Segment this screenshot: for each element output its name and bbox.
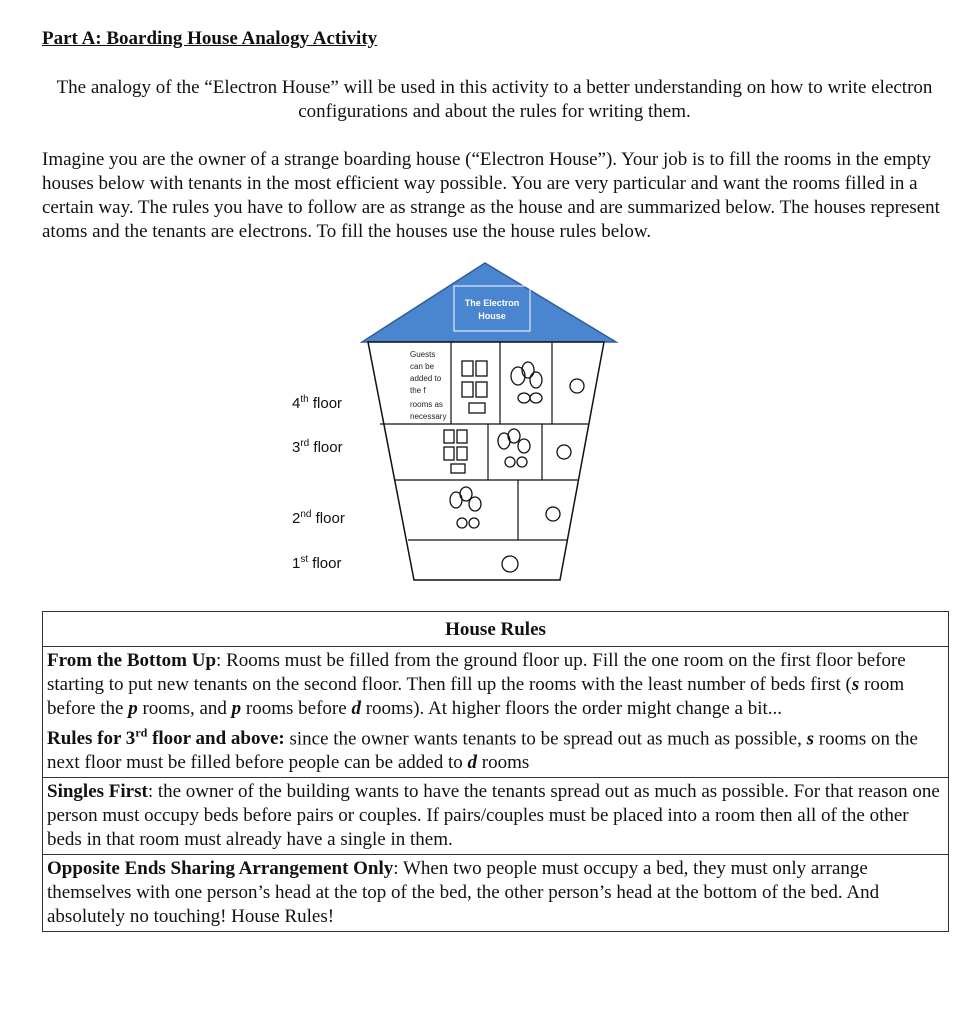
rule-opposite-ends: Opposite Ends Sharing Arrangement Only: When two people must occupy a bed, they must only arrange themselves with one person’s head at the top of the bed, the other person’s head at the bottom of the bed. And absolutely no touching! House Rules! <box>43 855 949 932</box>
rule-singles-first: Singles First: the owner of the building wants to have the tenants spread out as much as possible. For that reason one person must occupy beds before pairs or couples. If pairs/couples must be placed into a room then all of the other beds in that room must already have a single in them. <box>43 778 949 855</box>
roof-sign-line2: House <box>478 311 506 321</box>
svg-text:can be: can be <box>410 362 435 371</box>
svg-text:added to: added to <box>410 374 442 383</box>
svg-text:Guests: Guests <box>410 350 436 359</box>
rule-third-floor-title: Rules for 3rd floor and above: <box>47 726 285 750</box>
floor-label-3: 3rd floor <box>292 438 343 456</box>
electron-house-diagram <box>270 258 630 598</box>
svg-text:rooms as: rooms as <box>410 400 443 409</box>
house-drawing <box>270 258 630 598</box>
floor-label-2: 2nd floor <box>292 509 345 527</box>
house-walls <box>368 342 604 580</box>
svg-text:the f: the f <box>410 386 426 395</box>
floor-label-4: 4th floor <box>292 394 343 412</box>
roof-sign-line1: The Electron <box>464 298 520 308</box>
svg-text:necessary: necessary <box>410 412 447 421</box>
floor-label-1: 1st floor <box>292 554 342 572</box>
house-rules-table <box>42 611 949 932</box>
intro-text: The analogy of the “Electron House” will be used in this activity to a better understanding on how to write electron configurations and about the rules for writing them. <box>56 77 933 122</box>
scenario-paragraph: Imagine you are the owner of a strange boarding house (“Electron House”). Your job is to fill the rooms in the empty houses below with tenants in the most efficient way possible. You are very particular and want the rooms filled in a certain way. The rules you have to follow are as strange as the house and are summarized below. The houses represent atoms and the tenants are electrons. To fill the houses use the house rules below. <box>42 149 940 242</box>
page-title: Part A: Boarding House Analogy Activity <box>42 28 378 49</box>
house-rules-heading: House Rules <box>43 612 949 647</box>
rule-bottom-up: From the Bottom Up: Rooms must be filled from the ground floor up. Fill the one room on the first floor before starting to put new tenants on the second floor. Then fill up the rooms with the least number of beds first (s room before the p rooms, and p rooms before d rooms). At higher floors the order might change a bit... Rules for 3rd floor and above: since the owner wants tenants to be spread out as much as possible, s rooms on the next floor must be filled before people can be added to d rooms <box>43 647 949 778</box>
